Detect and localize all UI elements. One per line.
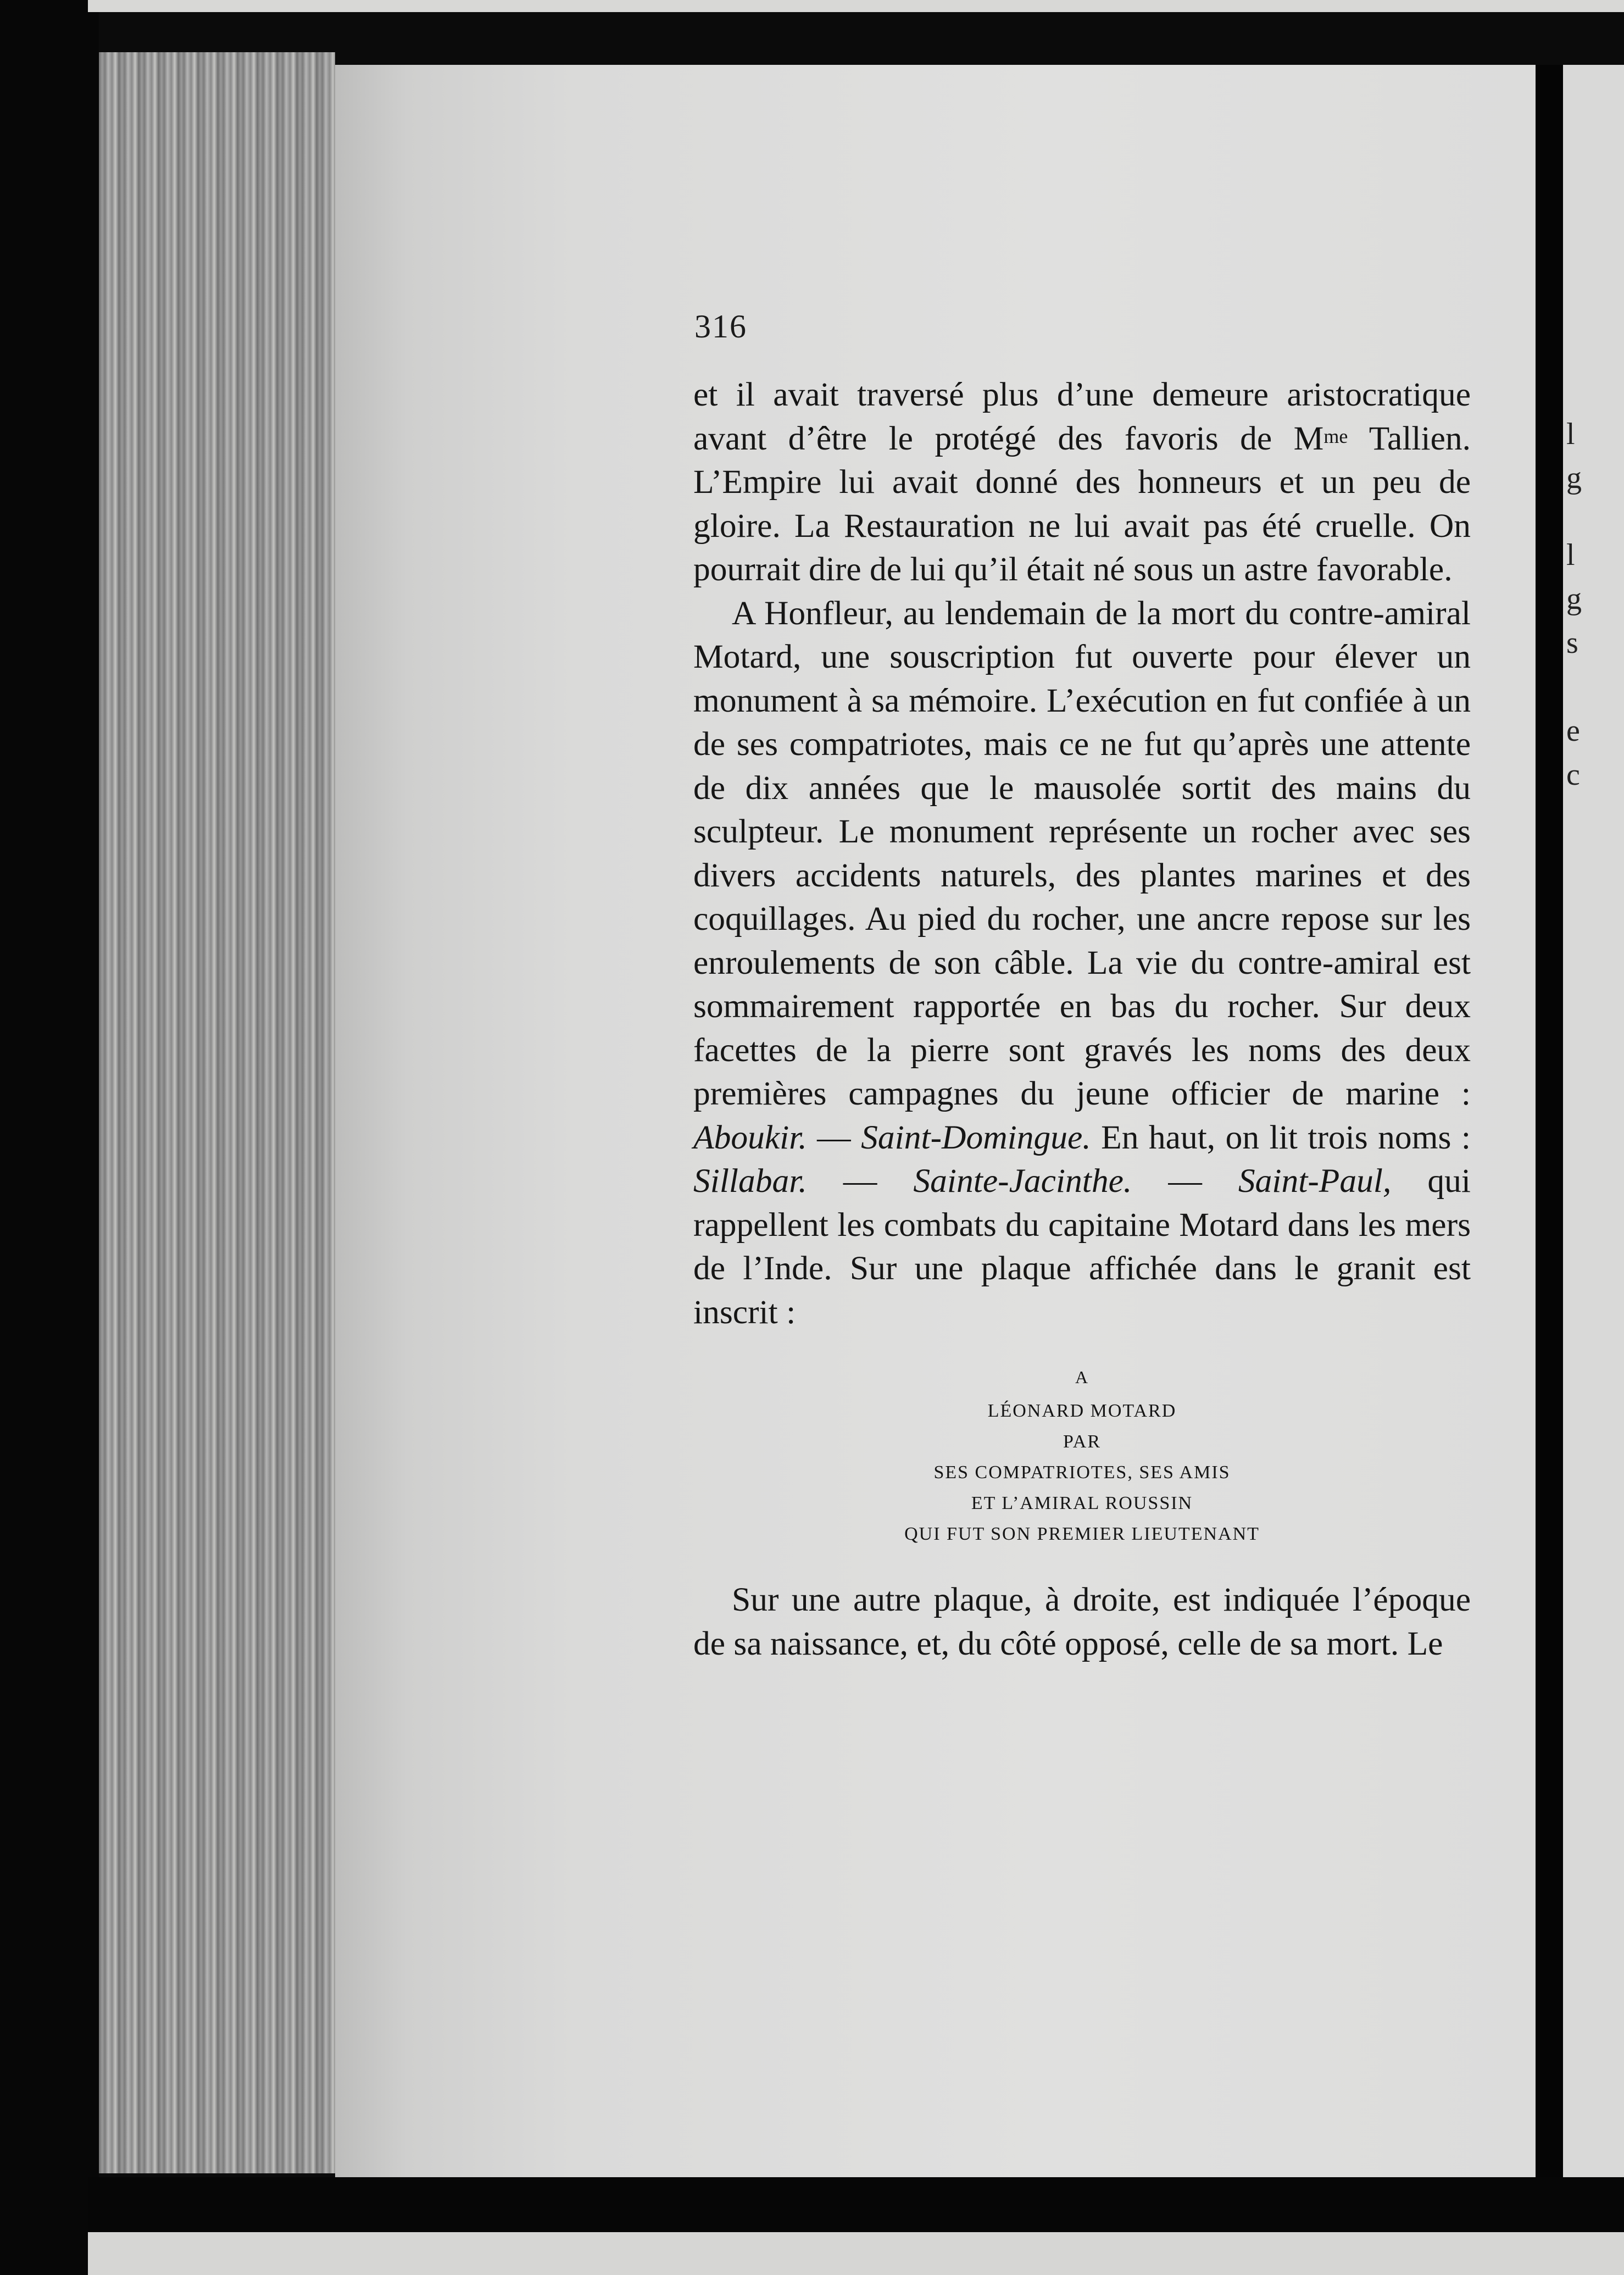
scan-bottom-strip: [88, 2232, 1624, 2275]
page-number: 316: [694, 308, 747, 345]
italic-name: Aboukir.: [693, 1118, 807, 1156]
paragraph-2: [693, 592, 1471, 1335]
page-text-block: [693, 308, 1471, 1666]
text-run: —: [1132, 1162, 1238, 1200]
inscription-line: PAR: [1063, 1431, 1102, 1452]
italic-name: Sainte-Jacinthe.: [913, 1162, 1132, 1200]
inscription-line: A: [1075, 1367, 1089, 1387]
paragraph-1: [693, 373, 1471, 592]
facing-page-letter: l: [1566, 417, 1575, 451]
book-page-edges: [99, 52, 335, 2173]
superscript: me: [1323, 425, 1348, 447]
text-run: et il avait traversé plus d’une demeure aristocratique avant d’être le protégé des favoris de M: [693, 376, 1471, 457]
italic-name: Sillabar.: [693, 1162, 807, 1200]
inscription-line: QUI FUT SON PREMIER LIEUTENANT: [904, 1524, 1260, 1544]
facing-page-letter: e: [1566, 714, 1580, 748]
text-run: En haut, on lit trois noms :: [1091, 1118, 1471, 1156]
facing-page-letter: c: [1566, 758, 1580, 792]
text-run: A Honfleur, au lendemain de la mort du contre-amiral Motard, une souscription fut ouverte pour élever un monument à sa mémoire. L’exécution en fut confiée à un de ses compatriotes, mais ce ne fut qu’après une attente de dix années que le mausolée sortit des mains du sculpteur. Le monument représente un rocher avec ses divers accidents naturels, des plantes marines et des coquillages. Au pied du rocher, une ancre repose sur les enroulements de son câble. La vie du contre-amiral est sommairement rapportée en bas du rocher. Sur deux facettes de la pierre sont gravés les noms des deux premières campagnes du jeune officier de marine :: [693, 594, 1471, 1112]
scan-bottom-border: [88, 2177, 1624, 2232]
inscription-line: LÉONARD MOTARD: [987, 1401, 1177, 1421]
text-run: —: [807, 1118, 861, 1156]
italic-name: Saint-Paul,: [1238, 1162, 1392, 1200]
inscription-line: SES COMPATRIOTES, SES AMIS: [933, 1462, 1231, 1483]
facing-page-letter: g: [1566, 461, 1582, 495]
book-gutter: [1536, 65, 1563, 2177]
inscription-line: ET L’AMIRAL ROUSSIN: [971, 1493, 1193, 1513]
facing-page-fragment: [1563, 65, 1624, 2177]
italic-name: Saint-Domingue.: [861, 1118, 1091, 1156]
inscription: [693, 1362, 1471, 1550]
facing-page-letter: g: [1566, 582, 1582, 616]
text-run: Tallien. L’Empire lui avait donné des honneurs et un peu de gloire. La Restauration ne lui avait pas été cruelle. On pourrait dire de lui qu’il était né sous un astre favorable.: [693, 419, 1471, 588]
text-run: qui rappellent les combats du capitaine Motard dans les mers de l’Inde. Sur une plaque affichée dans le granit est inscrit :: [693, 1162, 1471, 1331]
scan-left-border: [0, 0, 99, 2275]
scan-top-strip: [88, 0, 1624, 12]
paragraph-3: Sur une autre plaque, à droite, est indiquée l’époque de sa naissance, et, du côté opposé, celle de sa mort. Le: [693, 1581, 1471, 1662]
facing-page-letter: s: [1566, 626, 1578, 660]
facing-page-letter: l: [1566, 538, 1575, 572]
text-run: —: [807, 1162, 914, 1200]
